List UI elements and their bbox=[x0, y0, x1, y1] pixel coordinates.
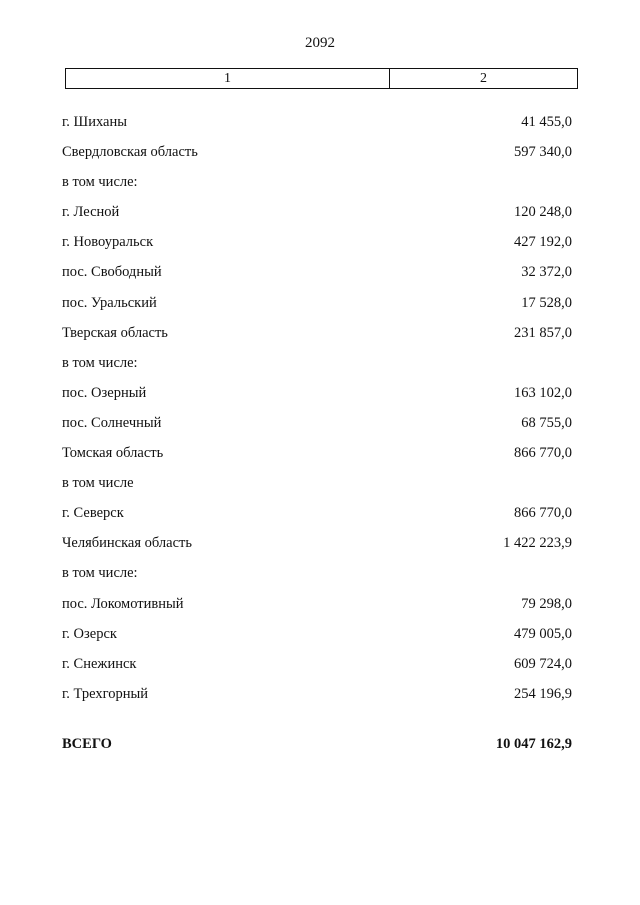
table-row bbox=[62, 325, 572, 355]
table-row bbox=[62, 505, 572, 535]
row-name: г. Лесной bbox=[62, 204, 120, 221]
table-row bbox=[62, 234, 572, 264]
row-name: Челябинская область bbox=[62, 535, 192, 552]
total-label: ВСЕГО bbox=[62, 736, 112, 752]
row-name: пос. Уральский bbox=[62, 294, 157, 311]
row-name: в том числе: bbox=[62, 354, 138, 371]
row-value: 479 005,0 bbox=[514, 625, 572, 642]
table-row bbox=[62, 174, 572, 204]
page-number: 2092 bbox=[305, 35, 335, 51]
table-row bbox=[62, 565, 572, 595]
row-name: в том числе: bbox=[62, 565, 138, 582]
row-name: пос. Солнечный bbox=[62, 414, 162, 431]
row-name: г. Шиханы bbox=[62, 114, 127, 130]
row-value: 17 528,0 bbox=[521, 294, 572, 311]
row-value: 231 857,0 bbox=[514, 324, 572, 341]
row-name: г. Озерск bbox=[62, 625, 117, 642]
total-row bbox=[62, 736, 572, 753]
table-row bbox=[62, 415, 572, 445]
row-value: 1 422 223,9 bbox=[503, 535, 572, 552]
row-value: 32 372,0 bbox=[521, 264, 572, 281]
row-name: г. Снежинск bbox=[62, 655, 137, 672]
row-value: 79 298,0 bbox=[521, 595, 572, 612]
header-column-2: 2 bbox=[480, 70, 487, 86]
budget-table bbox=[62, 114, 572, 716]
row-name: в том числе: bbox=[62, 174, 138, 191]
table-row bbox=[62, 475, 572, 505]
table-row bbox=[62, 445, 572, 475]
row-value: 866 770,0 bbox=[514, 505, 572, 522]
row-value: 609 724,0 bbox=[514, 655, 572, 672]
row-name: пос. Озерный bbox=[62, 384, 147, 401]
row-value: 866 770,0 bbox=[514, 445, 572, 462]
row-name: Свердловская область bbox=[62, 144, 198, 161]
row-name: г. Трехгорный bbox=[62, 685, 148, 702]
table-header bbox=[65, 68, 578, 89]
table-row bbox=[62, 295, 572, 325]
table-row bbox=[62, 144, 572, 174]
row-name: Томская область bbox=[62, 445, 164, 462]
row-name: г. Новоуральск bbox=[62, 234, 154, 251]
row-value: 41 455,0 bbox=[521, 114, 572, 130]
table-row bbox=[62, 114, 572, 144]
row-name: пос. Свободный bbox=[62, 264, 162, 281]
row-value: 597 340,0 bbox=[514, 144, 572, 161]
table-row bbox=[62, 535, 572, 565]
table-row bbox=[62, 355, 572, 385]
row-name: пос. Локомотивный bbox=[62, 595, 184, 612]
row-name: Тверская область bbox=[62, 324, 168, 341]
row-value: 163 102,0 bbox=[514, 384, 572, 401]
table-row bbox=[62, 596, 572, 626]
row-name: в том числе bbox=[62, 475, 134, 492]
row-value: 427 192,0 bbox=[514, 234, 572, 251]
table-row bbox=[62, 686, 572, 716]
table-row bbox=[62, 264, 572, 294]
row-value: 254 196,9 bbox=[514, 685, 572, 702]
total-value: 10 047 162,9 bbox=[495, 736, 572, 752]
row-name: г. Северск bbox=[62, 505, 124, 522]
table-row bbox=[62, 656, 572, 686]
row-value: 120 248,0 bbox=[514, 204, 572, 221]
table-row bbox=[62, 626, 572, 656]
header-column-1: 1 bbox=[66, 69, 390, 88]
table-row bbox=[62, 385, 572, 415]
row-value: 68 755,0 bbox=[521, 414, 572, 431]
table-row bbox=[62, 204, 572, 234]
